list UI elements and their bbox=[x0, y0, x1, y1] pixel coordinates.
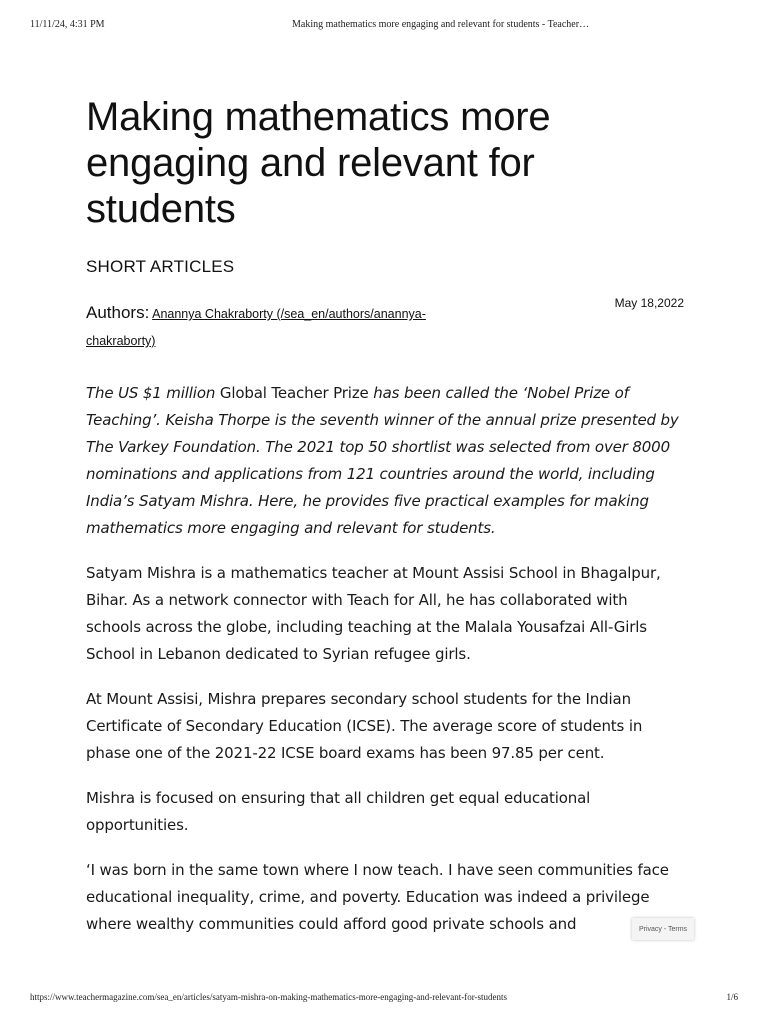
print-url: https://www.teachermagazine.com/sea_en/articles/satyam-mishra-on-making-mathematics-more-engaging-and-relevant-for-students bbox=[30, 992, 508, 1002]
intro-rest: has been called the ‘Nobel Prize of Teaching’. Keisha Thorpe is the seventh winner of the annual prize presented by The Varkey Foundation. The 2021 top 50 shortlist was selected from over 8000 nominations and applications from 121 countries around the world, including India’s Satyam Mishra. Here, he provides five practical examples for making mathematics more engaging and relevant for students. bbox=[86, 384, 679, 537]
body-paragraph: ‘I was born in the same town where I now teach. I have seen communities face educational inequality, crime, and poverty. Education was indeed a privilege where wealthy communities could afford good private schools and bbox=[86, 861, 669, 933]
authors-line bbox=[86, 299, 486, 355]
article-meta bbox=[86, 296, 686, 351]
intro-upright: Global Teacher Prize bbox=[219, 384, 369, 402]
author-link[interactable]: Anannya Chakraborty (/sea_en/authors/anannya-chakraborty) bbox=[86, 307, 426, 348]
print-doc-title: Making mathematics more engaging and relevant for students - Teacher… bbox=[292, 19, 590, 30]
body-paragraph: Mishra is focused on ensuring that all children get equal educational opportunities. bbox=[86, 789, 591, 834]
publish-date: May 18,2022 bbox=[614, 296, 684, 310]
body-paragraph: Satyam Mishra is a mathematics teacher at Mount Assisi School in Bhagalpur, Bihar. As a network connector with Teach for All, he has collaborated with schools across the globe, including teaching at the Malala Yousafzai All-Girls School in Lebanon dedicated to Syrian refugee girls. bbox=[86, 564, 661, 663]
recaptcha-badge[interactable] bbox=[632, 918, 694, 940]
article-title: Making mathematics more engaging and relevant for students bbox=[86, 95, 551, 231]
page-cutoff bbox=[0, 940, 768, 980]
intro-lead: The US $1 million bbox=[86, 384, 216, 402]
intro-paragraph bbox=[86, 380, 686, 542]
article-body bbox=[86, 380, 686, 938]
body-paragraph: At Mount Assisi, Mishra prepares secondary school students for the Indian Certificate of Secondary Education (ICSE). The average score of students in phase one of the 2021-22 ICSE board exams has been 97.85 per cent. bbox=[86, 690, 643, 762]
print-timestamp: 11/11/24, 4:31 PM bbox=[30, 19, 105, 30]
recaptcha-text[interactable]: Privacy - Terms bbox=[638, 925, 688, 933]
article-category[interactable]: SHORT ARTICLES bbox=[86, 257, 235, 276]
article bbox=[86, 94, 686, 956]
page-number: 1/6 bbox=[726, 992, 738, 1002]
authors-label: Authors: bbox=[86, 303, 150, 322]
